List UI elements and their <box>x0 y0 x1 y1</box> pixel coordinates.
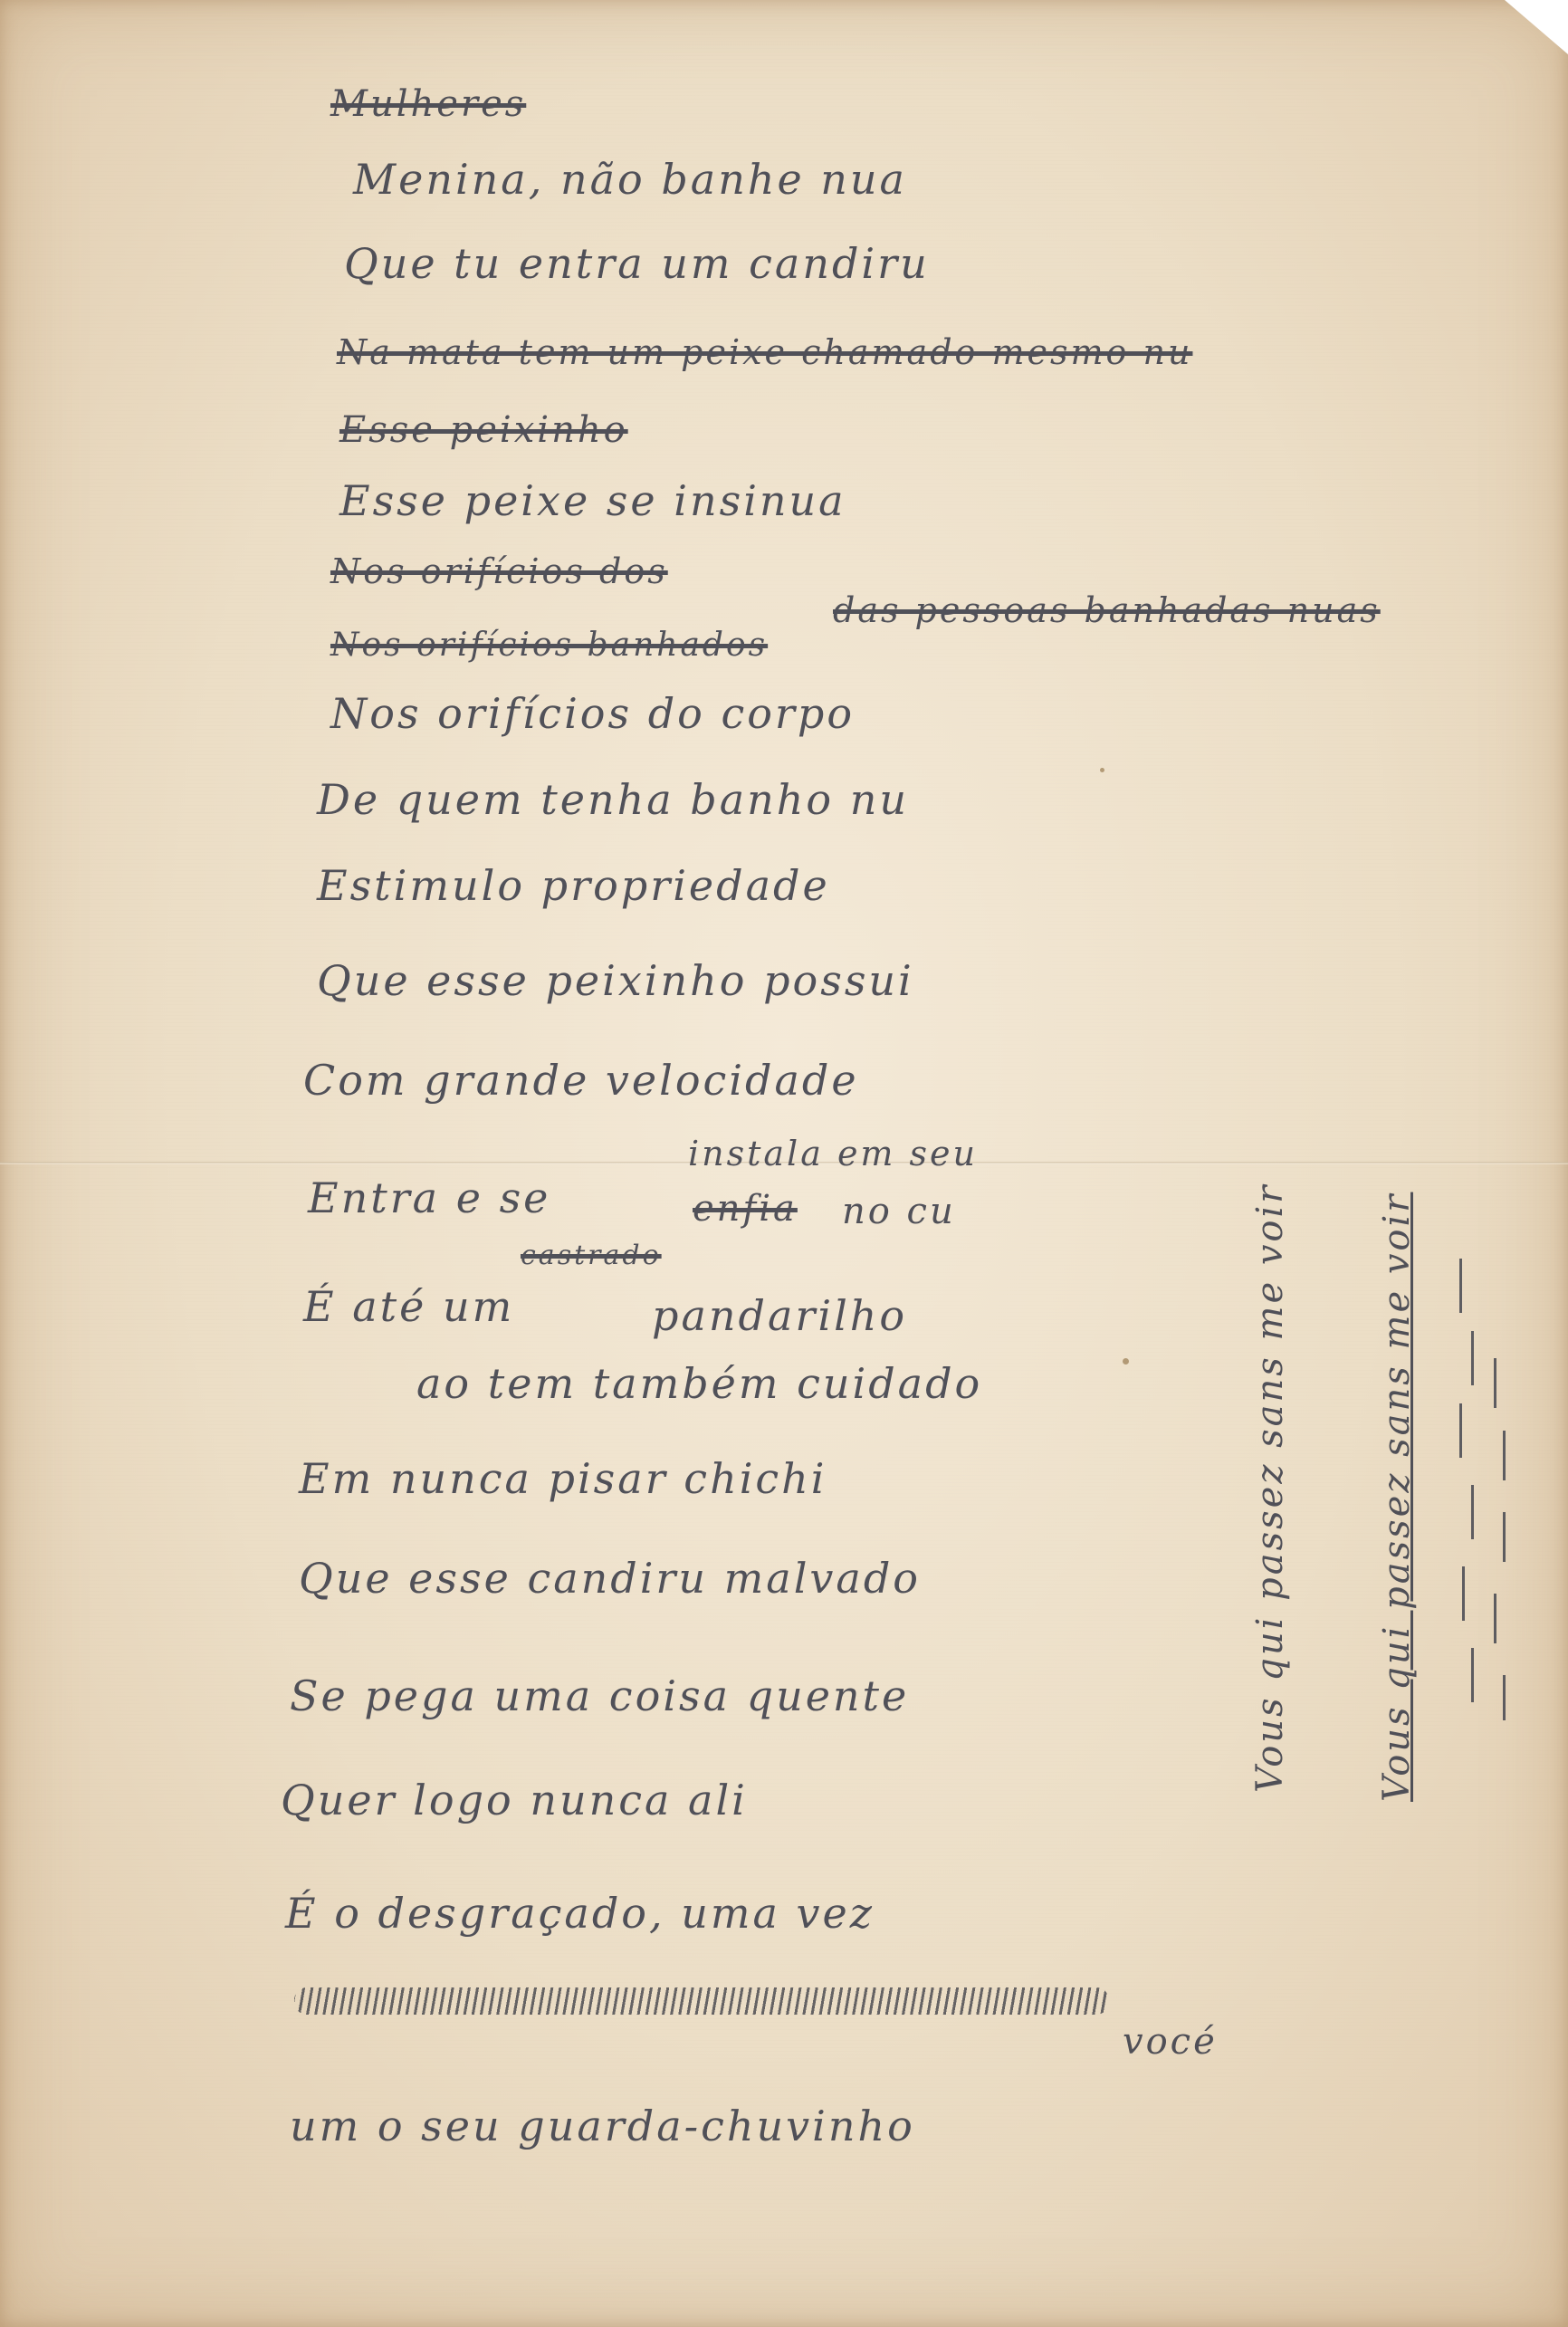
ditto-mark <box>1471 1648 1474 1702</box>
ditto-mark <box>1459 1403 1462 1458</box>
poem-line-13: Que esse candiru malvado <box>299 1554 921 1603</box>
poem-line-16: É o desgraçado, uma vez <box>285 1889 875 1938</box>
poem-line-1: Menina, não banhe nua <box>353 155 907 204</box>
poem-line-12: Em nunca pisar chichi <box>299 1454 827 1503</box>
struck-line-4: das pessoas banhadas nuas <box>833 590 1381 630</box>
ditto-mark <box>1494 1358 1496 1408</box>
poem-line-10-end: pandarilho <box>652 1291 908 1340</box>
ditto-mark <box>1503 1675 1506 1720</box>
crossed-heading: Mulheres <box>330 83 527 125</box>
poem-line-18: um o seu guarda-chuvinho <box>290 2102 915 2150</box>
poem-line-3: Esse peixe se insinua <box>339 476 846 525</box>
struck-line-2: Esse peixinho <box>339 409 628 451</box>
poem-line-6: Estimulo propriedade <box>317 861 830 910</box>
struck-line-5: Nos orifícios banhados <box>330 627 769 664</box>
margin-note-2: Vous qui passez sans me voir <box>1376 1192 1418 1802</box>
ditto-mark <box>1471 1331 1474 1385</box>
poem-line-15: Quer logo nunca ali <box>281 1776 748 1824</box>
poem-line-2: Que tu entra um candiru <box>344 239 930 288</box>
poem-line-8: Com grande velocidade <box>303 1056 859 1105</box>
ditto-mark <box>1459 1259 1462 1313</box>
torn-corner <box>1505 0 1568 54</box>
poem-line-10: É até um <box>303 1282 515 1331</box>
ink-spot <box>1100 768 1104 772</box>
ditto-mark <box>1462 1566 1465 1621</box>
insertion-struck-word: enfia <box>693 1188 798 1230</box>
struck-line-1: Na mata tem um peixe chamado mesmo nu <box>337 332 1193 372</box>
poem-line-11: ao tem também cuidado <box>416 1359 983 1408</box>
struck-above-line-10: castrado <box>521 1240 662 1271</box>
heavy-scribble-line <box>294 1987 1109 2015</box>
margin-note-1: Vous qui passez sans me voir <box>1249 1183 1291 1793</box>
poem-line-7: Que esse peixinho possui <box>317 956 914 1005</box>
insertion-replacement: no cu <box>842 1191 956 1232</box>
ditto-mark <box>1503 1512 1506 1562</box>
poem-line-5: De quem tenha banho nu <box>317 775 909 824</box>
struck-line-3: Nos orifícios dos <box>330 551 668 591</box>
poem-line-4: Nos orifícios do corpo <box>330 689 856 738</box>
ditto-mark <box>1503 1431 1506 1480</box>
poem-line-9: Entra e se <box>308 1173 551 1222</box>
insertion-above: instala em seu <box>688 1134 979 1173</box>
ink-spot <box>1123 1358 1129 1365</box>
ditto-mark <box>1494 1594 1496 1643</box>
poem-line-17-end: vocé <box>1123 2021 1218 2063</box>
poem-line-14: Se pega uma coisa quente <box>290 1671 910 1720</box>
ditto-mark <box>1471 1485 1474 1539</box>
